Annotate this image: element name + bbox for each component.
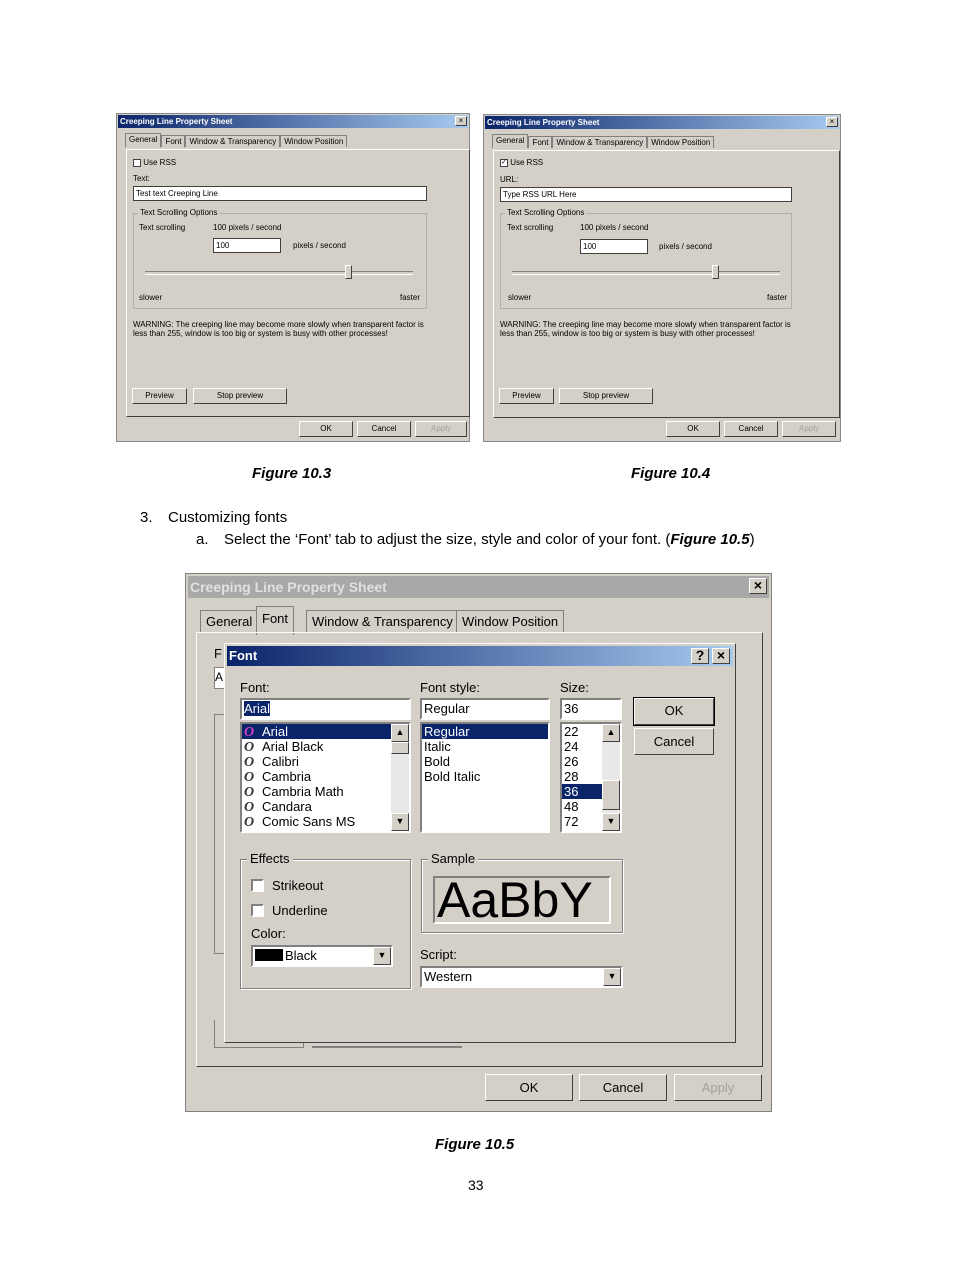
ok-button[interactable]: OK xyxy=(666,421,720,437)
speed-slider-track xyxy=(145,271,413,275)
font-ok-button[interactable]: OK xyxy=(634,698,714,725)
list-item-label: 22 xyxy=(564,724,579,739)
scroll-down-icon[interactable]: ▼ xyxy=(602,813,620,831)
chevron-down-icon[interactable]: ▼ xyxy=(373,947,391,965)
sample-preview xyxy=(433,876,611,924)
cancel-button[interactable]: Cancel xyxy=(357,421,411,437)
list-item[interactable] xyxy=(562,799,602,814)
speed-slider-thumb[interactable] xyxy=(712,265,719,279)
use-rss-row[interactable] xyxy=(133,158,176,167)
list-item-label: Cambria Math xyxy=(262,784,344,799)
color-swatch xyxy=(255,949,283,961)
list-item-label: 28 xyxy=(564,769,579,784)
ok-button[interactable]: OK xyxy=(299,421,353,437)
tab-strip xyxy=(492,136,714,148)
list-item-label: Bold Italic xyxy=(424,769,481,784)
url-input[interactable]: Type RSS URL Here xyxy=(500,187,792,202)
tab-general[interactable]: General xyxy=(492,134,528,148)
list-item-label: Arial Black xyxy=(262,739,324,754)
group-title: Text Scrolling Options xyxy=(507,208,585,217)
list-item[interactable] xyxy=(242,784,391,799)
list-item-label: 48 xyxy=(564,799,579,814)
use-rss-checkbox[interactable]: ✓ xyxy=(501,158,507,166)
sub-item-text-main: Select the ‘Font’ tab to adjust the size, style and color of your font. ( xyxy=(224,531,671,548)
sub-item-text xyxy=(224,531,755,548)
page-number: 33 xyxy=(468,1177,484,1193)
list-item[interactable] xyxy=(242,769,391,784)
list-item[interactable] xyxy=(562,724,602,739)
effects-group xyxy=(240,851,411,989)
style-list-items xyxy=(422,724,548,784)
tab-font[interactable]: Font xyxy=(256,606,294,635)
url-label: URL: xyxy=(500,175,519,184)
text-input[interactable]: Test text Creeping Line xyxy=(133,186,427,201)
speed-slider-thumb[interactable] xyxy=(345,265,352,279)
font-name-value: Arial xyxy=(244,701,271,716)
tab-window-position[interactable]: Window Position xyxy=(280,135,347,147)
script-select[interactable] xyxy=(420,966,623,988)
apply-button[interactable]: Apply xyxy=(782,421,836,437)
font-list-scrollbar[interactable] xyxy=(391,724,409,831)
list-item[interactable] xyxy=(562,784,602,799)
font-style-list[interactable] xyxy=(420,722,550,833)
text-label: Text: xyxy=(133,174,150,183)
list-item-label: 26 xyxy=(564,754,579,769)
speed-text: 100 pixels / second xyxy=(580,223,649,232)
list-item[interactable] xyxy=(562,769,602,784)
font-dialog xyxy=(224,643,736,1043)
scrolling-label: Text scrolling xyxy=(507,223,554,232)
list-item[interactable] xyxy=(242,754,391,769)
list-item[interactable] xyxy=(422,754,548,769)
ok-button[interactable]: OK xyxy=(485,1074,573,1101)
size-list-scrollbar[interactable] xyxy=(602,724,620,831)
list-item[interactable] xyxy=(422,769,548,784)
preview-button[interactable]: Preview xyxy=(499,388,554,404)
list-item-number: 3. xyxy=(140,509,153,526)
list-item-label: Bold xyxy=(424,754,451,769)
sub-item-text-end: ) xyxy=(749,531,755,548)
speed-input[interactable]: 100 xyxy=(213,238,281,253)
font-style-label: Font style: xyxy=(420,680,480,695)
slower-label: slower xyxy=(508,293,532,302)
close-icon[interactable]: × xyxy=(455,116,467,126)
use-rss-checkbox[interactable] xyxy=(133,159,141,167)
font-type-icon: O xyxy=(244,785,255,800)
tab-general[interactable]: General xyxy=(125,133,161,147)
apply-button[interactable]: Apply xyxy=(415,421,467,437)
font-cancel-button[interactable]: Cancel xyxy=(634,728,714,755)
hidden-font-field: A xyxy=(214,667,226,689)
list-item-label: Italic xyxy=(424,739,451,754)
group-title: Text Scrolling Options xyxy=(140,208,218,217)
list-item[interactable] xyxy=(422,739,548,754)
list-item[interactable] xyxy=(242,799,391,814)
tab-strip xyxy=(125,135,347,147)
faster-label: faster xyxy=(767,293,788,302)
color-value: Black xyxy=(285,948,317,963)
tab-font[interactable]: Font xyxy=(528,136,552,148)
use-rss-label: Use RSS xyxy=(510,158,544,167)
tab-window-transparency[interactable]: Window & Transparency xyxy=(306,610,459,633)
stop-preview-button[interactable]: Stop preview xyxy=(559,388,653,404)
preview-button[interactable]: Preview xyxy=(132,388,187,404)
slower-label: slower xyxy=(139,293,163,302)
font-type-icon: O xyxy=(244,770,255,785)
list-item-label: Candara xyxy=(262,799,312,814)
tab-window-transparency[interactable]: Window & Transparency xyxy=(185,135,280,147)
hidden-font-label: F xyxy=(214,646,222,661)
list-item[interactable] xyxy=(242,724,391,739)
tab-general[interactable]: General xyxy=(200,610,258,633)
speed-slider-track xyxy=(512,271,780,275)
use-rss-row[interactable] xyxy=(500,158,543,167)
cancel-button[interactable]: Cancel xyxy=(579,1074,667,1101)
window-title: Creeping Line Property Sheet xyxy=(188,576,769,598)
tab-font[interactable]: Font xyxy=(161,135,185,147)
strikeout-checkbox[interactable] xyxy=(251,879,264,892)
list-item[interactable] xyxy=(562,739,602,754)
speed-unit: pixels / second xyxy=(659,242,712,251)
figure-reference: Figure 10.5 xyxy=(670,531,750,548)
font-type-icon: O xyxy=(244,800,255,815)
caption-figure-10-4: Figure 10.4 xyxy=(631,465,711,482)
chevron-down-icon[interactable]: ▼ xyxy=(603,968,621,986)
cancel-button[interactable]: Cancel xyxy=(724,421,778,437)
font-type-icon: O xyxy=(244,755,255,770)
strikeout-label: Strikeout xyxy=(272,878,324,893)
scroll-down-icon[interactable]: ▼ xyxy=(391,813,409,831)
sub-item-letter: a. xyxy=(196,531,209,548)
scroll-thumb[interactable] xyxy=(602,780,620,810)
apply-button[interactable]: Apply xyxy=(674,1074,762,1101)
tab-window-position[interactable]: Window Position xyxy=(647,136,714,148)
tab-window-position[interactable]: Window Position xyxy=(456,610,564,633)
font-type-icon: O xyxy=(244,740,255,755)
list-item[interactable] xyxy=(422,724,548,739)
stop-preview-button[interactable]: Stop preview xyxy=(193,388,287,404)
scroll-thumb[interactable] xyxy=(391,742,409,754)
scroll-up-icon[interactable]: ▲ xyxy=(391,724,409,742)
script-value: Western xyxy=(424,969,473,984)
font-label: Font: xyxy=(240,680,270,695)
list-item-label: Calibri xyxy=(262,754,299,769)
list-item[interactable] xyxy=(562,754,602,769)
speed-text: 100 pixels / second xyxy=(213,223,282,232)
window-title: Creeping Line Property Sheet xyxy=(485,116,839,129)
faster-label: faster xyxy=(400,293,421,302)
list-item-label: 72 xyxy=(564,814,579,829)
list-item-label: Regular xyxy=(424,724,470,739)
font-style-input[interactable]: Regular xyxy=(420,698,550,720)
list-item-label: Cambria xyxy=(262,769,312,784)
list-item-label: Arial xyxy=(262,724,289,739)
scrolling-label: Text scrolling xyxy=(139,223,186,232)
close-icon[interactable]: × xyxy=(749,578,767,594)
color-label: Color: xyxy=(251,926,286,941)
list-item[interactable] xyxy=(562,814,602,829)
close-icon[interactable]: × xyxy=(826,117,838,127)
tab-window-transparency[interactable]: Window & Transparency xyxy=(552,136,647,148)
caption-figure-10-5: Figure 10.5 xyxy=(435,1136,515,1153)
use-rss-label: Use RSS xyxy=(143,158,177,167)
window-title: Creeping Line Property Sheet xyxy=(118,115,468,128)
script-label: Script: xyxy=(420,947,457,962)
property-sheet-fig4 xyxy=(483,114,841,442)
effects-title: Effects xyxy=(247,851,293,866)
font-list-items xyxy=(242,724,409,829)
list-item[interactable] xyxy=(242,739,391,754)
font-dialog-title: Font xyxy=(227,646,733,666)
font-list[interactable] xyxy=(240,722,411,833)
caption-figure-10-3: Figure 10.3 xyxy=(252,465,332,482)
help-icon[interactable]: ? xyxy=(691,648,709,664)
font-name-input[interactable] xyxy=(240,698,411,720)
warning-text: WARNING: The creeping line may become more slowly when transparent factor is less than 255, window is too big or system is busy with other processes! xyxy=(500,320,791,338)
property-sheet-fig3 xyxy=(116,113,470,442)
sample-title: Sample xyxy=(428,851,478,866)
font-type-icon: O xyxy=(244,815,255,830)
sample-text: AaBbY xyxy=(437,876,593,924)
size-input[interactable]: 36 xyxy=(560,698,622,720)
list-item-label: 36 xyxy=(564,784,579,799)
warning-text: WARNING: The creeping line may become more slowly when transparent factor is less than 255, window is too big or system is busy with other processes! xyxy=(133,320,424,338)
color-select[interactable] xyxy=(251,945,393,967)
list-item[interactable] xyxy=(242,814,391,829)
list-item-text: Customizing fonts xyxy=(168,509,288,526)
speed-input[interactable]: 100 xyxy=(580,239,648,254)
list-item-label: Comic Sans MS xyxy=(262,814,356,829)
underline-label: Underline xyxy=(272,903,328,918)
list-item-label: 24 xyxy=(564,739,579,754)
underline-checkbox[interactable] xyxy=(251,904,264,917)
font-type-icon: O xyxy=(244,725,255,740)
speed-unit: pixels / second xyxy=(293,241,346,250)
scroll-up-icon[interactable]: ▲ xyxy=(602,724,620,742)
close-icon[interactable]: × xyxy=(712,648,730,664)
size-list[interactable] xyxy=(560,722,622,833)
size-label: Size: xyxy=(560,680,589,695)
